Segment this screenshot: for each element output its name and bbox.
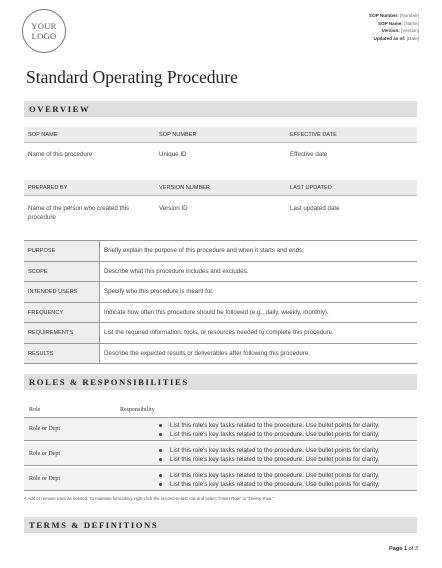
header-effective-date: EFFECTIVE DATE: [286, 127, 417, 143]
header-metadata: [369, 12, 419, 42]
list-item: List this role's key tasks related to the procedure. Use bullet points for clarity.: [158, 480, 379, 489]
logo-placeholder: [22, 9, 66, 53]
list-item: List this role's key tasks related to the procedure. Use bullet points for clarity.: [158, 471, 379, 480]
responsibility-list: [158, 471, 379, 489]
roles-column-role: Role: [29, 407, 41, 413]
header-prepared-by: PREPARED BY: [24, 180, 155, 196]
meta-version: Version: [Version]: [381, 28, 419, 34]
table-row: [24, 344, 417, 365]
header-last-updated: LAST UPDATED: [286, 180, 417, 196]
value-sop-name: Name of this procedure: [28, 151, 93, 158]
responsibility-list: [158, 446, 379, 464]
row-label-frequency: FREQUENCY: [24, 303, 100, 323]
row-text-intended-users: Specify who this procedure is meant for.: [104, 288, 214, 295]
table-row: [24, 323, 417, 344]
value-last-updated: Last updated date: [290, 205, 340, 212]
terms-section-heading: TERMS & DEFINITIONS: [24, 517, 417, 533]
header-sop-number: SOP NUMBER: [155, 127, 286, 143]
value-prepared-by: Name of the person who created this procedure: [28, 205, 130, 221]
table-row: [24, 468, 417, 491]
header-version-number: VERSION NUMBER: [155, 180, 286, 196]
list-item: List this role's key tasks related to the procedure. Use bullet points for clarity.: [158, 430, 379, 439]
row-label-scope: SCOPE: [24, 262, 100, 282]
value-effective-date: Effective date: [290, 151, 328, 158]
table-row: [24, 282, 417, 303]
page-number: Page 1 of 3: [389, 546, 418, 552]
procedure-details-table: [24, 240, 417, 364]
list-item: List this role's key tasks related to the procedure. Use bullet points for clarity.: [158, 455, 379, 464]
row-label-intended-users: INTENDED USERS: [24, 282, 100, 302]
responsibility-list: [158, 421, 379, 439]
logo-text-line2: LOGO: [31, 31, 57, 41]
row-text-purpose: Briefly explain the purpose of this procedure and when it starts and ends.: [104, 247, 304, 254]
meta-sop-number: SOP Number: [Number]: [369, 13, 419, 18]
overview-section-heading: OVERVIEW: [24, 101, 417, 117]
meta-sop-name: SOP Name: [Name]: [377, 20, 419, 26]
row-label-purpose: PURPOSE: [24, 241, 100, 261]
table-instructions-note: + Add or remove rows as needed. To maintain formatting, right-click the second-to-last row and select "Insert Row" or "Delete Row.": [24, 496, 274, 501]
row-label-requirements: REQUIREMENTS: [24, 323, 100, 343]
row-text-requirements: List the required information, tools, or resources needed to complete this procedure.: [104, 329, 334, 336]
row-label-results: RESULTS: [24, 344, 100, 364]
table-row: [24, 443, 417, 466]
value-version-number: Version ID: [159, 205, 188, 212]
list-item: List this role's key tasks related to the procedure. Use bullet points for clarity.: [158, 446, 379, 455]
row-text-frequency: Indicate how often this procedure should be followed (e.g., daily, weekly, monthly).: [104, 308, 329, 316]
row-text-results: Describe the expected results or deliverables after following this procedure.: [104, 349, 311, 357]
list-item: List this role's key tasks related to the procedure. Use bullet points for clarity.: [158, 421, 379, 430]
page-title: Standard Operating Procedure: [26, 67, 238, 87]
logo-text-line1: YOUR: [31, 21, 57, 31]
header-sop-name: SOP NAME: [24, 127, 155, 143]
role-label: Role or Dept: [29, 476, 60, 482]
roles-section-heading: ROLES & RESPONSIBILITIES: [24, 374, 417, 390]
table-row: [24, 418, 417, 441]
role-label: Role or Dept: [29, 451, 60, 457]
roles-column-responsibility: Responsibility: [120, 407, 155, 413]
value-sop-number: Unique ID: [159, 151, 187, 158]
meta-updated: Updated as of: [Date]: [373, 35, 419, 41]
role-label: Role or Dept: [29, 426, 60, 432]
row-text-scope: Describe what this procedure includes and excludes.: [104, 267, 249, 275]
table-row: [24, 241, 417, 262]
table-row: [24, 303, 417, 324]
table-row: [24, 262, 417, 283]
